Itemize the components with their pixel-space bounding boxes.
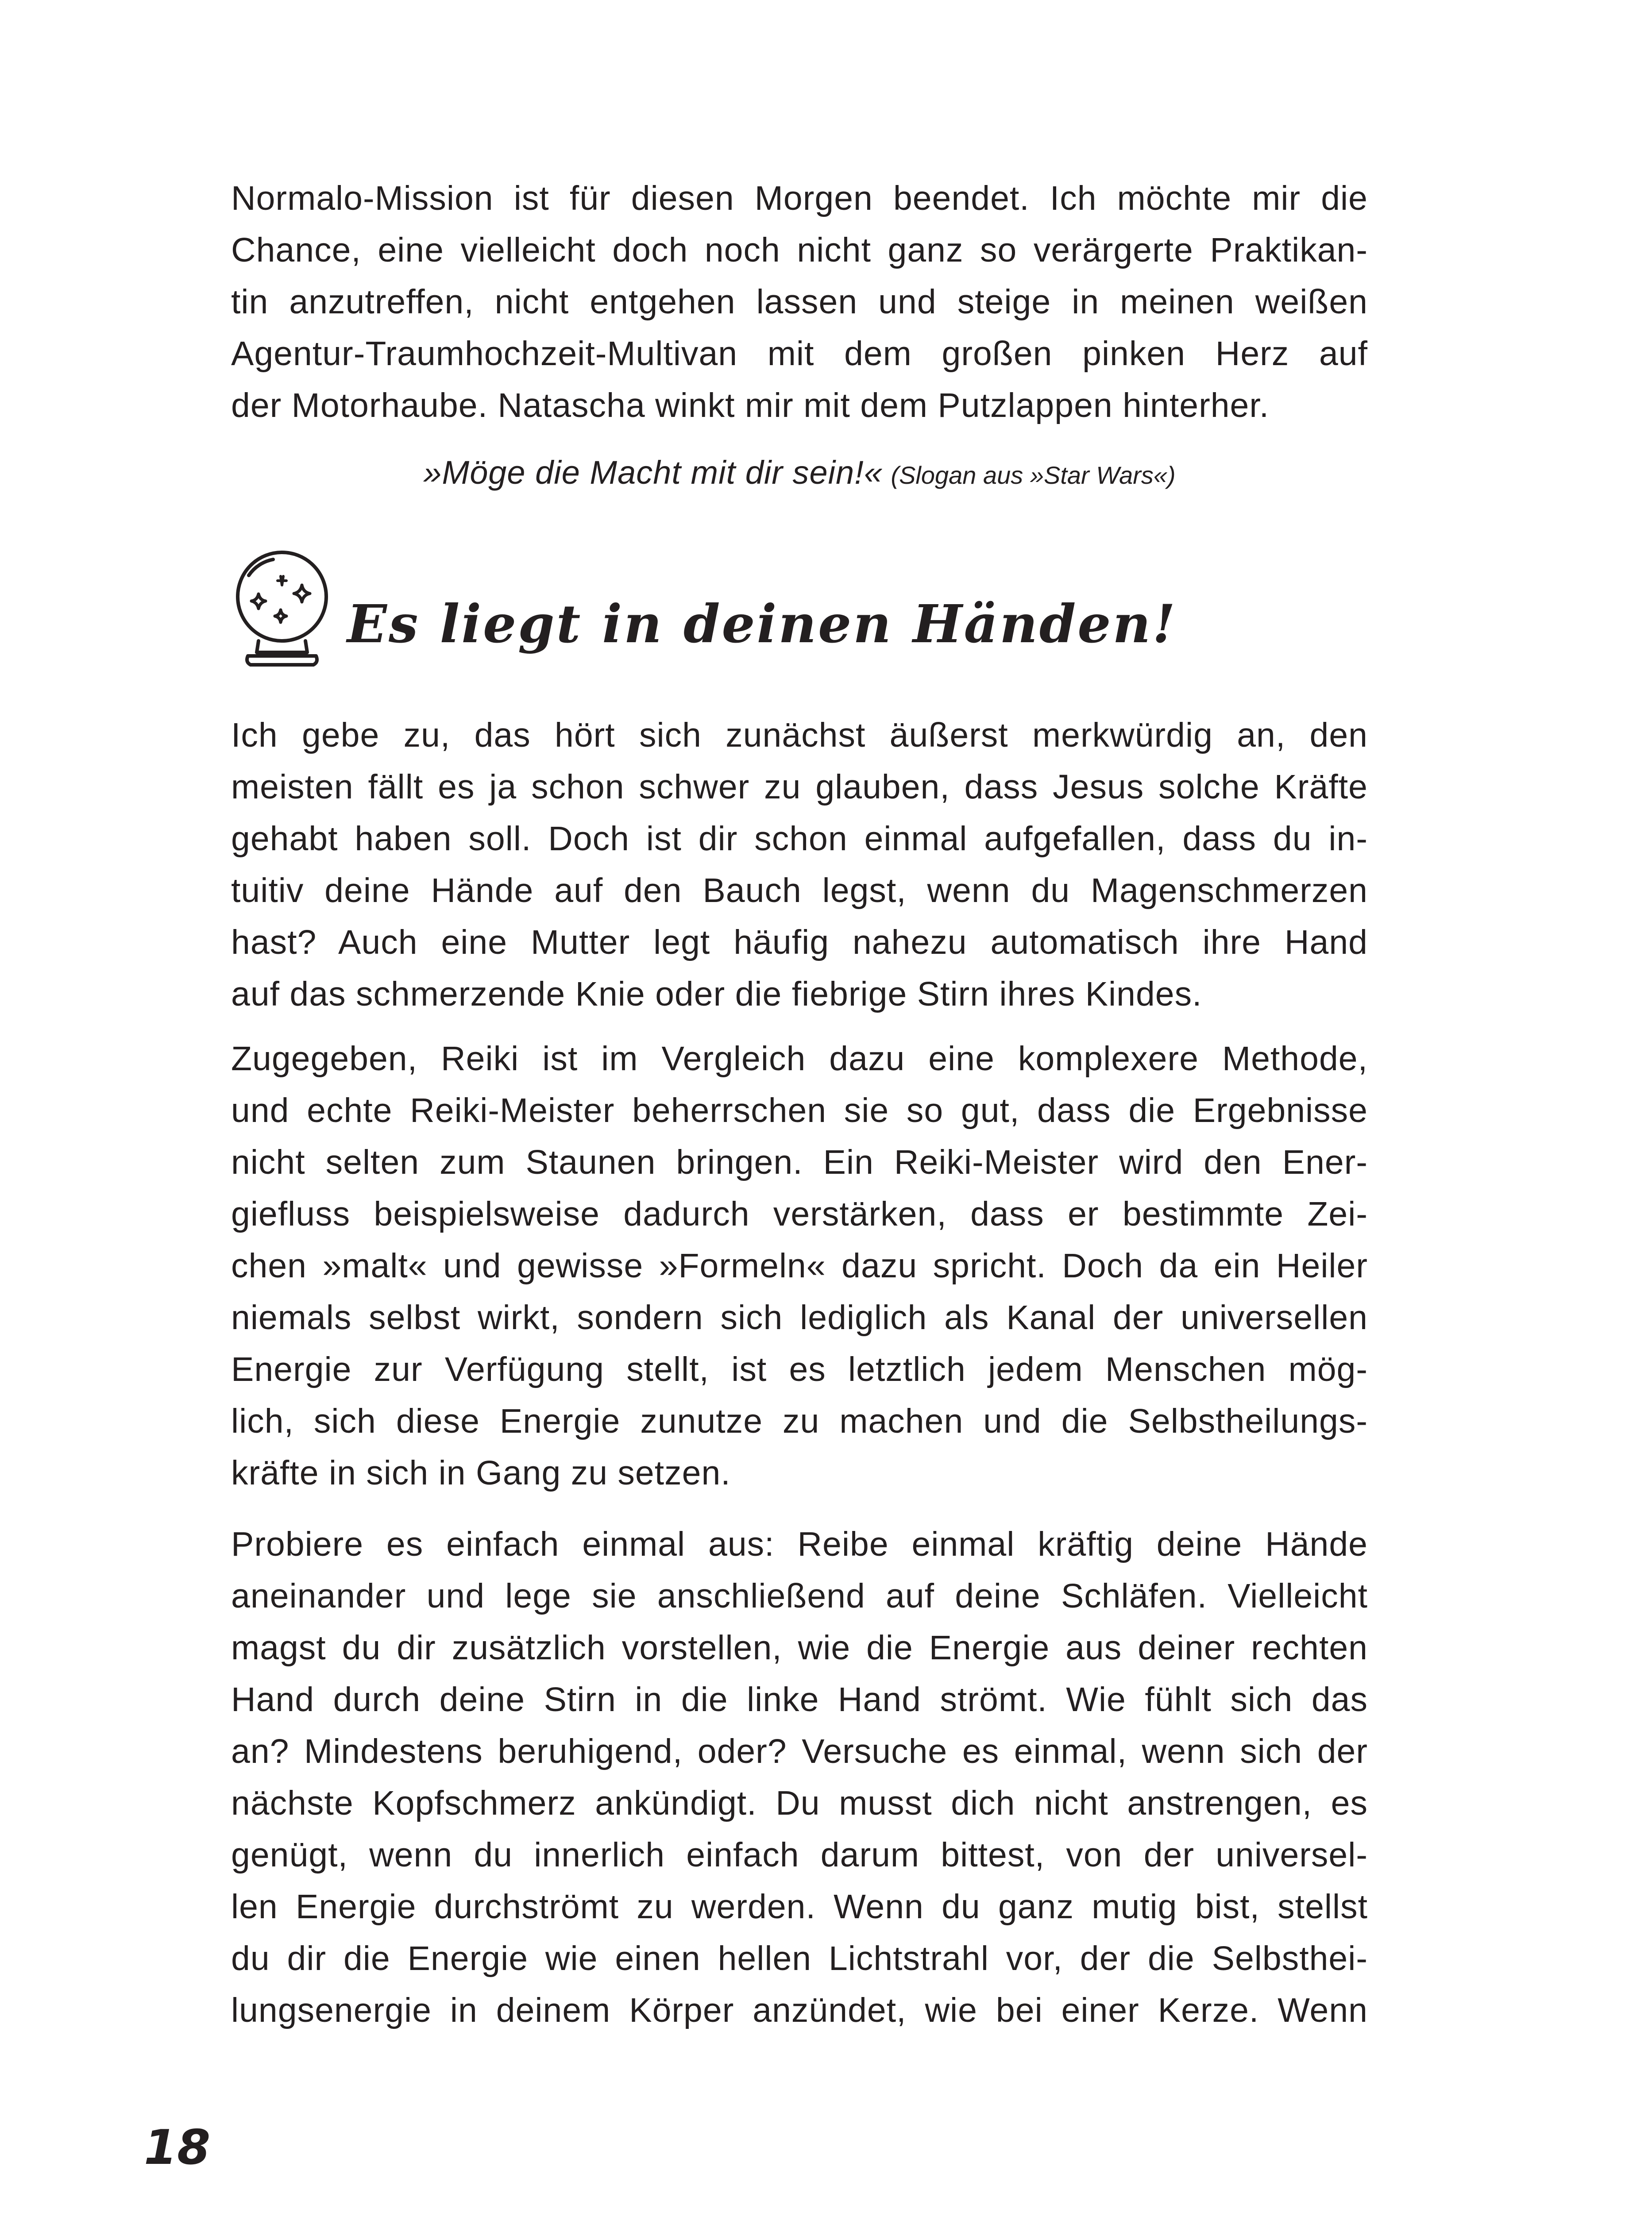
- text-line: magst du dir zusätzlich vorstellen, wie die Energie aus deiner rechten: [231, 1629, 1368, 1667]
- text-line: lungsenergie in deinem Körper anzündet, wie bei einer Kerze. Wenn: [231, 1991, 1368, 2029]
- text-line: Energie zur Verfügung stellt, ist es letztlich jedem Menschen mög-: [231, 1350, 1368, 1388]
- text-line: Agentur-Traumhochzeit-Multivan mit dem großen pinken Herz auf: [231, 335, 1368, 373]
- paragraph-1: [231, 709, 1368, 1020]
- text-line: aneinander und lege sie anschließend auf deine Schläfen. Vielleicht: [231, 1577, 1368, 1615]
- page-number: 18: [144, 2120, 211, 2175]
- text-line: hast? Auch eine Mutter legt häufig nahezu automatisch ihre Hand: [231, 923, 1368, 961]
- quote-text: »Möge die Macht mit dir sein!«: [423, 454, 883, 491]
- text-line: giefluss beispielsweise dadurch verstärken, dass er bestimmte Zei-: [231, 1195, 1368, 1233]
- opening-paragraph: [231, 173, 1368, 432]
- text-line: Hand durch deine Stirn in die linke Hand strömt. Wie fühlt sich das: [231, 1681, 1368, 1719]
- text-line: Normalo-Mission ist für diesen Morgen beendet. Ich möchte mir die: [231, 179, 1368, 217]
- text-line: tin anzutreffen, nicht entgehen lassen und steige in meinen weißen: [231, 283, 1368, 321]
- text-line: und echte Reiki-Meister beherrschen sie so gut, dass die Ergebnisse: [231, 1091, 1368, 1130]
- crystal-ball-icon: [231, 544, 333, 677]
- text-line: meisten fällt es ja schon schwer zu glauben, dass Jesus solche Kräfte: [231, 768, 1368, 806]
- text-line: Ich gebe zu, das hört sich zunächst äußerst merkwürdig an, den: [231, 716, 1368, 754]
- text-line: an? Mindestens beruhigend, oder? Versuche es einmal, wenn sich der: [231, 1732, 1368, 1770]
- text-line: chen »malt« und gewisse »Formeln« dazu spricht. Doch da ein Heiler: [231, 1247, 1368, 1285]
- section-heading: [231, 544, 1382, 686]
- text-line: lich, sich diese Energie zunutze zu machen und die Selbstheilungs-: [231, 1402, 1368, 1440]
- text-line: nicht selten zum Staunen bringen. Ein Reiki-Meister wird den Ener-: [231, 1143, 1368, 1181]
- text-line: niemals selbst wirkt, sondern sich lediglich als Kanal der universellen: [231, 1299, 1368, 1337]
- text-line: genügt, wenn du innerlich einfach darum bittest, von der universel-: [231, 1836, 1368, 1874]
- text-line: len Energie durchströmt zu werden. Wenn du ganz mutig bist, stellst: [231, 1888, 1368, 1926]
- text-line: nächste Kopfschmerz ankündigt. Du musst dich nicht anstrengen, es: [231, 1784, 1368, 1822]
- text-line: der Motorhaube. Natascha winkt mir mit dem Putzlappen hinterher.: [231, 386, 1270, 424]
- text-line: auf das schmerzende Knie oder die fiebrige Stirn ihres Kindes.: [231, 975, 1202, 1013]
- text-line: gehabt haben soll. Doch ist dir schon einmal aufgefallen, dass du in-: [231, 820, 1368, 858]
- text-line: Chance, eine vielleicht doch noch nicht ganz so verärgerte Praktikan-: [231, 231, 1368, 269]
- text-line: Zugegeben, Reiki ist im Vergleich dazu eine komplexere Methode,: [231, 1040, 1368, 1078]
- text-line: Probiere es einfach einmal aus: Reibe einmal kräftig deine Hände: [231, 1525, 1368, 1563]
- text-line: kräfte in sich in Gang zu setzen.: [231, 1454, 731, 1492]
- epigraph-quote: [231, 454, 1368, 491]
- text-line: du dir die Energie wie einen hellen Lichtstrahl vor, der die Selbsthei-: [231, 1939, 1368, 1978]
- paragraph-3: [231, 1519, 1368, 2036]
- quote-source: (Slogan aus »Star Wars«): [891, 461, 1176, 489]
- text-line: tuitiv deine Hände auf den Bauch legst, wenn du Magenschmerzen: [231, 871, 1368, 910]
- section-title: Es liegt in deinen Händen!: [347, 593, 1177, 655]
- paragraph-2: [231, 1033, 1368, 1499]
